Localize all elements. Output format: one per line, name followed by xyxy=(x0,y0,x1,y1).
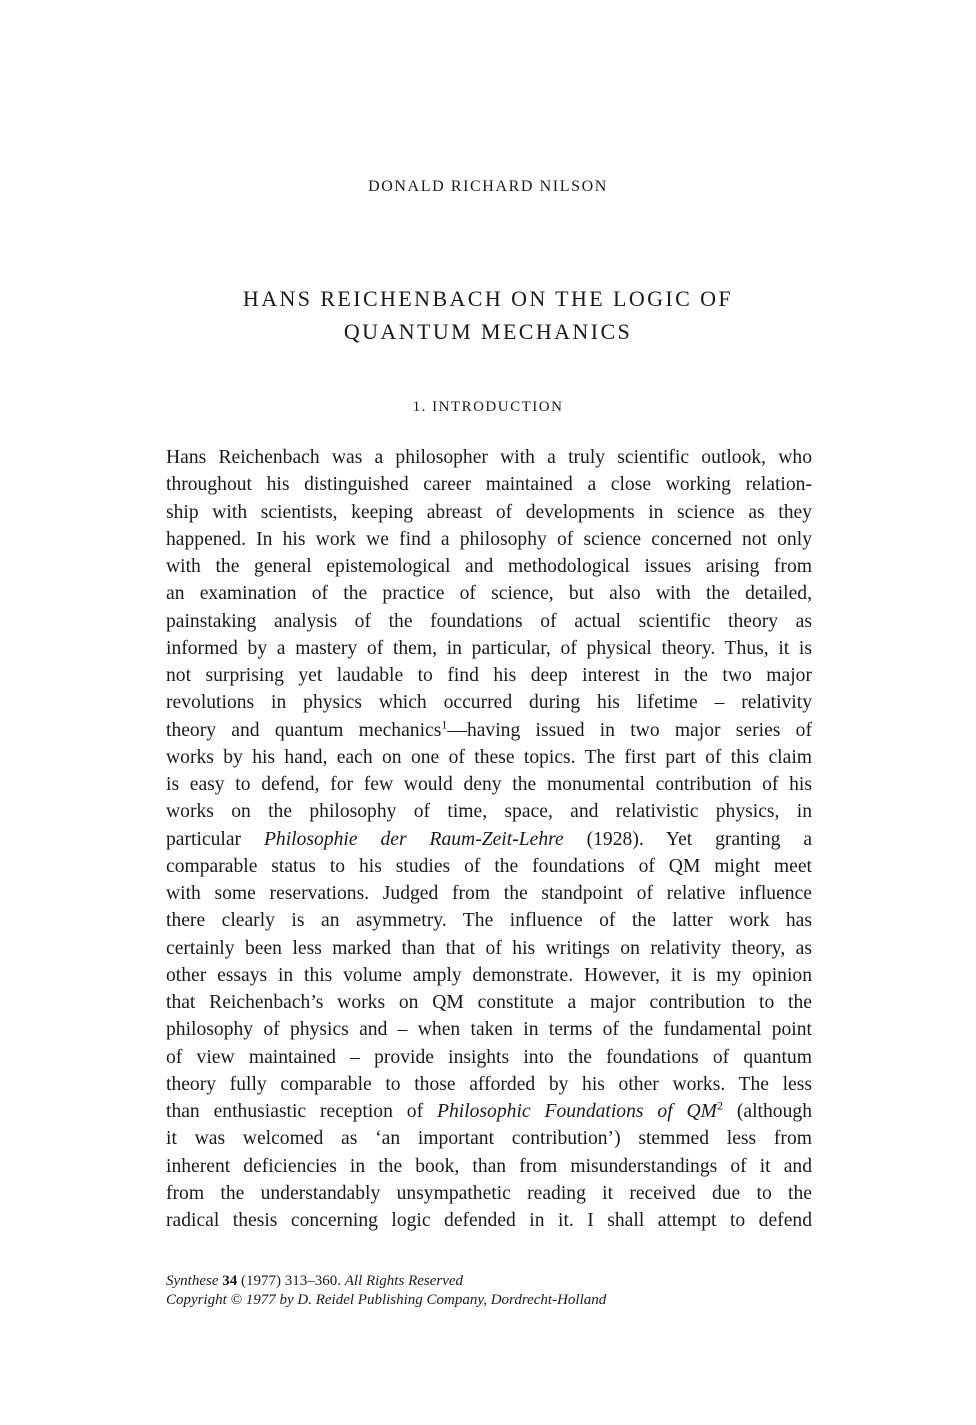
title-line-1: HANS REICHENBACH ON THE LOGIC OF xyxy=(242,286,734,311)
body-line: that Reichenbach’s works on QM constitute a major contribution to the xyxy=(166,992,812,1013)
body-line: painstaking analysis of the foundations of actual scientific theory as xyxy=(166,610,812,632)
body-line: from the understandably unsympathetic reading it received due to the xyxy=(166,1182,812,1204)
title-line-2: QUANTUM MECHANICS xyxy=(343,319,633,344)
footer-line-1 xyxy=(166,1272,606,1291)
body-line: certainly been less marked than that of his writings on relativity theory, as xyxy=(166,937,812,959)
line-text: (although xyxy=(723,1101,812,1122)
body-line: not surprising yet laudable to find his deep interest in the two major xyxy=(166,665,812,686)
book-title: Philosophie der Raum-Zeit-Lehre xyxy=(263,828,564,850)
line-text: (1928). Yet granting a xyxy=(563,828,813,850)
book-title: Philosophic Foundations of QM xyxy=(436,1101,718,1122)
body-line: works on the philosophy of time, space, and relativistic physics, in xyxy=(166,801,812,823)
body-line: ship with scientists, keeping abreast of developments in science as they xyxy=(166,501,812,523)
body-line: it was welcomed as ‘an important contribution’) stemmed less from xyxy=(166,1128,812,1150)
body-line: is easy to defend, for few would deny the monumental contribution of his xyxy=(166,774,812,795)
journal-name: Synthese xyxy=(166,1273,219,1289)
body-line: Hans Reichenbach was a philosopher with a truly scientific outlook, who xyxy=(166,447,812,468)
copyright-line: Copyright © 1977 by D. Reidel Publishing Company, Dordrecht-Holland xyxy=(166,1292,607,1308)
body-line: with the general epistemological and methodological issues arising from xyxy=(166,556,812,577)
body-line: comparable status to his studies of the foundations of QM might meet xyxy=(166,855,812,877)
author-name: DONALD RICHARD NILSON xyxy=(368,178,608,195)
article-title xyxy=(0,282,976,348)
line-text: particular xyxy=(166,828,264,850)
body-line: theory fully comparable to those afforded by his other works. The less xyxy=(166,1073,812,1095)
body-line: there clearly is an asymmetry. The influence of the latter work has xyxy=(166,910,812,932)
body-line: with some reservations. Judged from the standpoint of relative influence xyxy=(166,883,812,904)
line-text: theory and quantum mechanics xyxy=(166,719,442,741)
body-text xyxy=(166,444,812,1234)
footnote-marker: 2 xyxy=(717,1098,724,1113)
body-line: of view maintained – provide insights into the foundations of quantum xyxy=(166,1046,812,1068)
body-line: radical thesis concerning logic defended in it. I shall attempt to defend xyxy=(166,1210,812,1231)
section-heading: 1. INTRODUCTION xyxy=(412,399,564,415)
body-line: inherent deficiencies in the book, than from misunderstandings of it and xyxy=(166,1155,812,1177)
journal-year-pages: (1977) 313–360. xyxy=(237,1273,345,1289)
body-line xyxy=(166,717,812,744)
body-line: informed by a mastery of them, in particular, of physical theory. Thus, it is xyxy=(166,637,812,659)
footer-citation xyxy=(166,1272,606,1310)
body-line: throughout his distinguished career maintained a close working relation- xyxy=(166,474,812,496)
body-line: an examination of the practice of science, but also with the detailed, xyxy=(166,583,812,605)
body-line: revolutions in physics which occurred during his lifetime – relativity xyxy=(166,692,812,714)
footnote-marker: 1 xyxy=(441,716,448,731)
line-text: than enthusiastic reception of xyxy=(166,1101,437,1122)
journal-volume: 34 xyxy=(222,1273,238,1289)
line-text: —having issued in two major series of xyxy=(447,719,812,741)
body-line: happened. In his work we find a philosophy of science concerned not only xyxy=(166,528,812,550)
body-line: other essays in this volume amply demonstrate. However, it is my opinion xyxy=(166,964,812,986)
body-line: works by his hand, each on one of these topics. The first part of this claim xyxy=(166,746,812,768)
body-line xyxy=(166,1098,812,1125)
rights-text: All Rights Reserved xyxy=(344,1273,464,1289)
body-line xyxy=(166,826,812,853)
body-line: philosophy of physics and – when taken in terms of the fundamental point xyxy=(166,1019,812,1041)
